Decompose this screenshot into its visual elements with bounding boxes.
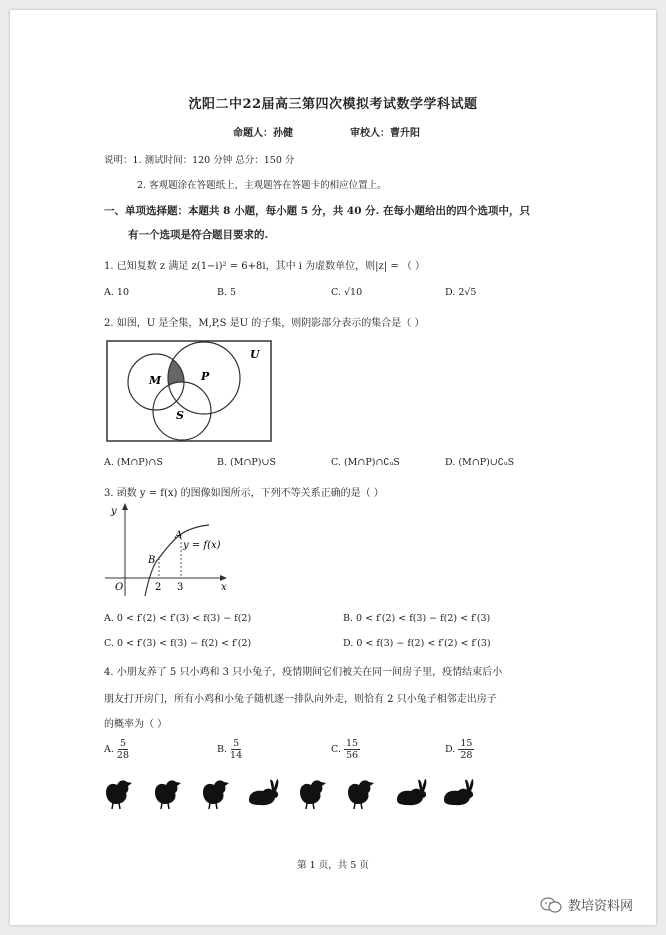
- q1-option-a: A. 10: [104, 287, 129, 298]
- q4-fraction-c: $\frac{15}{56}$: [345, 738, 359, 761]
- q3-option-a: A. 0 < f′(2) < f′(3) < f(3) − f(2): [104, 613, 252, 624]
- chick-icon-3: [203, 780, 229, 809]
- q4-option-a: A. $\frac{5}{28}$: [104, 738, 130, 761]
- section-heading-line1: 一、单项选择题：本题共 8 小题，每小题 5 分，共 40 分. 在每小题给出的四个选项中，只: [104, 205, 530, 217]
- venn-diagram: [106, 340, 272, 444]
- q3-option-d: D. 0 < f(3) − f(2) < f′(2) < f′(3): [343, 638, 491, 649]
- y-label: y: [111, 506, 117, 517]
- label-s: S: [176, 409, 184, 422]
- q1-stem: 1. 已知复数 z 满足 z(1−i)² = 6+8i，其中 i 为虚数单位，则|z| = （ ）: [104, 261, 426, 272]
- label-p: P: [201, 370, 210, 383]
- chick-icon-4: [300, 780, 326, 809]
- point-b-label: B: [148, 555, 156, 566]
- q4-fraction-a: $\frac{5}{28}$: [116, 738, 130, 761]
- point-a-label: A: [175, 530, 183, 541]
- rabbit-icon-2: [397, 779, 426, 805]
- q1-option-b: B. 5: [217, 287, 237, 298]
- x-label: x: [221, 582, 227, 593]
- q4-fraction-d: $\frac{15}{28}$: [460, 738, 473, 761]
- q1-option-d: D. 2√5: [445, 287, 477, 298]
- q4-option-d: D. $\frac{15}{28}$: [445, 738, 473, 761]
- label-m: M: [149, 374, 162, 387]
- function-graph: [103, 500, 233, 598]
- q2-option-c: C. (M∩P)∩∁ᵤS: [331, 457, 400, 468]
- q2-option-a: A. (M∩P)∩S: [104, 457, 163, 468]
- tick-3: 3: [177, 582, 184, 593]
- chick-icon-1: [106, 780, 132, 809]
- watermark: [540, 895, 633, 914]
- watermark-text: 教培资料网: [568, 899, 634, 914]
- chick-icon-5: [348, 780, 374, 809]
- x-axis-arrow: [220, 575, 227, 581]
- chick-icon-2: [155, 780, 181, 809]
- instruction-2: 2. 客观题涂在答题纸上，主观题答在答题卡的相应位置上。: [137, 180, 387, 191]
- section-heading-line2: 有一个选项是符合题目要求的.: [128, 229, 269, 241]
- reviewer: 审校人：曹升阳: [349, 128, 420, 139]
- tick-2: 2: [155, 582, 162, 593]
- q4-fraction-b: $\frac{5}{14}$: [230, 738, 243, 761]
- instruction-1: 说明：1. 测试时间：120 分钟 总分：150 分: [104, 155, 295, 166]
- wechat-icon: [540, 896, 562, 914]
- universal-set-box: [107, 341, 271, 441]
- animal-silhouettes: [100, 776, 480, 810]
- q4-line3: 的概率为（ ）: [104, 719, 168, 730]
- q3-option-b: B. 0 < f′(2) < f(3) − f(2) < f′(3): [343, 613, 491, 624]
- q3-option-c: C. 0 < f′(3) < f(3) − f(2) < f′(2): [104, 638, 252, 649]
- rabbit-icon-1: [249, 779, 278, 805]
- q4-option-b: B. $\frac{5}{14}$: [217, 738, 243, 761]
- q2-option-b: B. (M∩P)∪S: [217, 457, 276, 468]
- page-footer: 第 1 页，共 5 页: [297, 860, 369, 871]
- proposer: 命题人：孙健: [233, 128, 293, 139]
- origin-label: O: [115, 582, 124, 593]
- authors-line: [233, 124, 420, 139]
- q2-option-d: D. (M∩P)∪∁ᵤS: [445, 457, 515, 468]
- curve-label: y = f(x): [183, 540, 221, 551]
- q1-option-c: C. √10: [331, 287, 363, 298]
- q3-stem: 3. 函数 y = f(x) 的图像如图所示，下列不等关系正确的是（ ）: [104, 488, 384, 499]
- rabbit-icon-3: [444, 779, 473, 805]
- q2-stem: 2. 如图，U 是全集，M,P,S 是U 的子集，则阴影部分表示的集合是（ ）: [104, 318, 425, 329]
- q4-line2: 朋友打开房门，所有小鸡和小兔子随机逐一排队向外走，则恰有 2 只小兔子相邻走出房子: [104, 694, 497, 705]
- exam-title: 沈阳二中22届高三第四次模拟考试数学学科试题: [188, 97, 478, 112]
- q4-option-c: C. $\frac{15}{56}$: [331, 738, 359, 761]
- q4-line1: 4. 小朋友养了 5 只小鸡和 3 只小兔子，疫情期间它们被关在同一间房子里，疫情结束后小: [104, 667, 503, 678]
- y-axis-arrow: [122, 503, 128, 510]
- label-u: U: [250, 348, 260, 361]
